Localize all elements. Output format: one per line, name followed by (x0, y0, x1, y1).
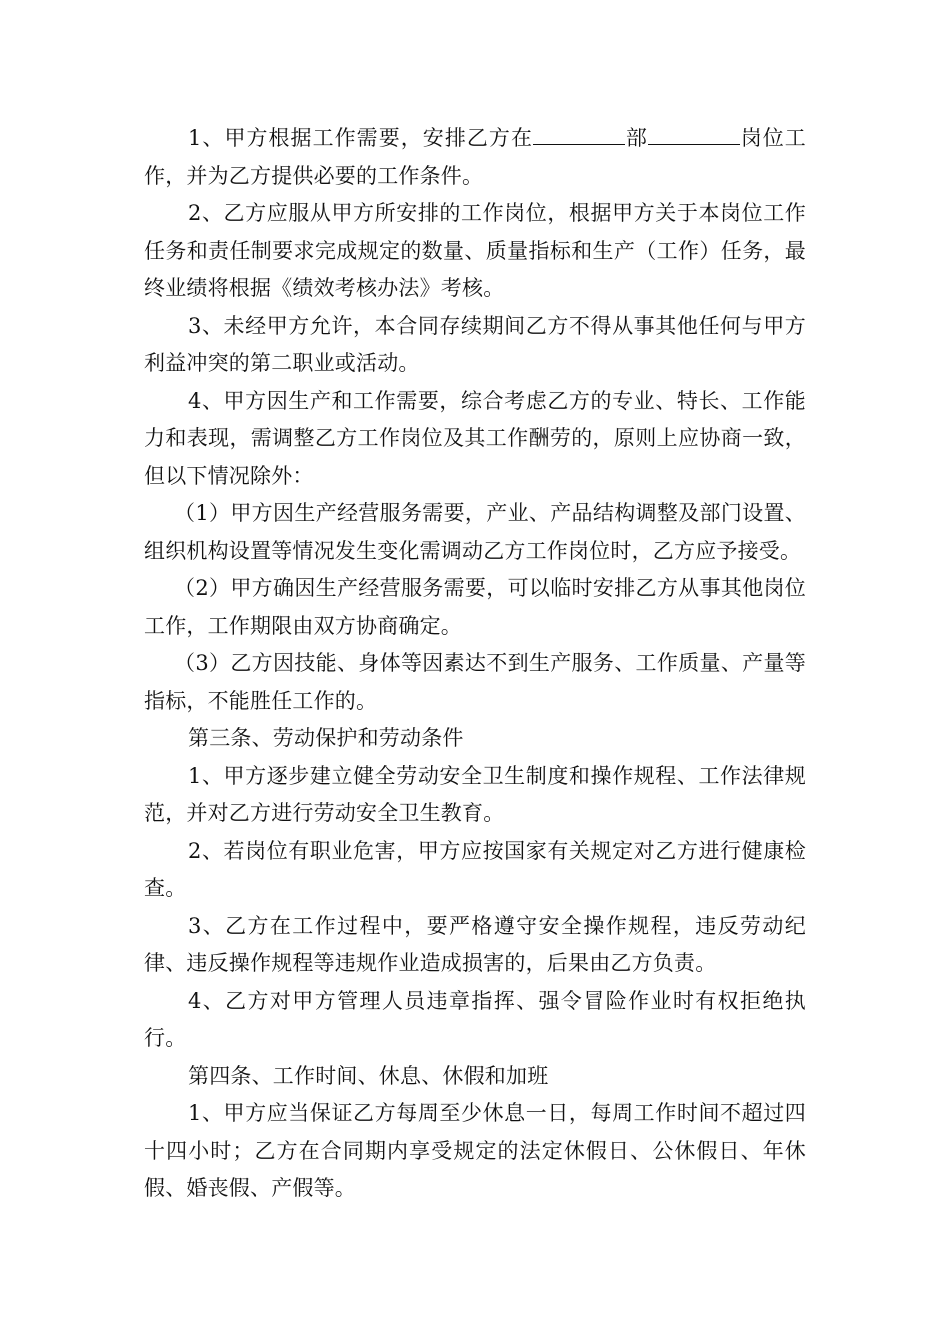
clause-paragraph-a4-1: 1、甲方应当保证乙方每周至少休息一日，每周工作时间不超过四十四小时；乙方在合同期内享受规定的法定休假日、公休假日、年休假、婚丧假、产假等。 (144, 1101, 806, 1200)
article-heading-4: 第四条、工作时间、休息、休假和加班 (188, 1063, 549, 1088)
department-blank (533, 124, 625, 145)
clause-paragraph-2: 2、乙方应服从甲方所安排的工作岗位，根据甲方关于本岗位工作任务和责任制要求完成规定的数量、质量指标和生产（工作）任务，最终业绩将根据《绩效考核办法》考核。 (144, 201, 806, 300)
position-blank (648, 124, 740, 145)
clause-paragraph-1 (144, 120, 806, 195)
sub-clause-2: （2）甲方确因生产经营服务需要，可以临时安排乙方从事其他岗位工作，工作期限由双方协商确定。 (144, 576, 806, 638)
clause-text: 1、甲方根据工作需要，安排乙方在 (188, 126, 533, 150)
document-page (144, 120, 806, 1208)
clause-paragraph-4: 4、甲方因生产和工作需要，综合考虑乙方的专业、特长、工作能力和表现，需调整乙方工作岗位及其工作酬劳的，原则上应协商一致，但以下情况除外： (144, 388, 806, 488)
sub-clause-1: （1）甲方因生产经营服务需要，产业、产品结构调整及部门设置、组织机构设置等情况发生变化需调动乙方工作岗位时，乙方应予接受。 (144, 501, 806, 563)
clause-paragraph-3: 3、未经甲方允许，本合同存续期间乙方不得从事其他任何与甲方利益冲突的第二职业或活动。 (144, 313, 806, 375)
clause-text: 岗位工作，并为乙方提供必要的工作条件。 (144, 126, 807, 188)
clause-text: 部 (625, 126, 648, 150)
article-heading-3: 第三条、劳动保护和劳动条件 (188, 726, 464, 750)
clause-paragraph-a3-3: 3、乙方在工作过程中，要严格遵守安全操作规程，违反劳动纪律、违反操作规程等违规作业造成损害的，后果由乙方负责。 (144, 913, 806, 975)
clause-paragraph-a3-4: 4、乙方对甲方管理人员违章指挥、强令冒险作业时有权拒绝执行。 (144, 988, 806, 1050)
clause-paragraph-a3-2: 2、若岗位有职业危害，甲方应按国家有关规定对乙方进行健康检查。 (144, 838, 806, 900)
sub-clause-3: （3）乙方因技能、身体等因素达不到生产服务、工作质量、产量等指标，不能胜任工作的。 (144, 651, 806, 713)
clause-paragraph-a3-1: 1、甲方逐步建立健全劳动安全卫生制度和操作规程、工作法律规范，并对乙方进行劳动安全卫生教育。 (144, 763, 806, 825)
